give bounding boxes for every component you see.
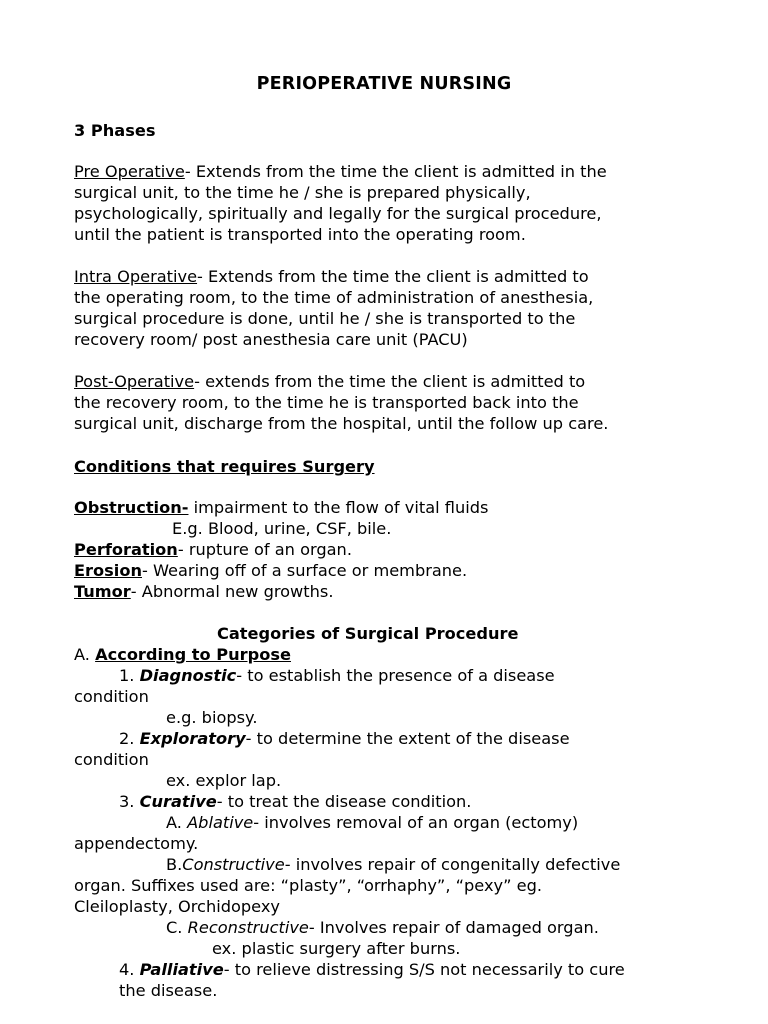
palliative-cont: the disease. [119, 981, 218, 1000]
diagnostic-line: 1. Diagnostic- to establish the presence of a disease [119, 666, 555, 685]
ablative-term: Ablative [187, 813, 254, 832]
diagnostic-term: Diagnostic [139, 666, 237, 685]
obstruction-line: Obstruction- impairment to the flow of vital fluids [74, 498, 489, 517]
according-to-purpose-line: A. According to Purpose [74, 645, 291, 664]
ablative-cont: appendectomy. [74, 834, 199, 853]
palliative-term: Palliative [139, 960, 224, 979]
diagnostic-cont: condition [74, 687, 149, 706]
perforation-line: Perforation- rupture of an organ. [74, 540, 352, 559]
pre-operative-line-2: surgical unit, to the time he / she is prepared physically, [74, 183, 531, 202]
pre-operative-line-3: psychologically, spiritually and legally for the surgical procedure, [74, 204, 602, 223]
erosion-term: Erosion [74, 561, 142, 580]
reconstructive-example: ex. plastic surgery after burns. [212, 939, 461, 958]
exploratory-line: 2. Exploratory- to determine the extent of the disease [119, 729, 570, 748]
categories-heading: Categories of Surgical Procedure [217, 624, 519, 643]
intra-operative-line-2: the operating room, to the time of administration of anesthesia, [74, 288, 594, 307]
post-operative-term: Post-Operative [74, 372, 195, 391]
constructive-cont-2: Cleiloplasty, Orchidopexy [74, 897, 280, 916]
post-operative-line-3: surgical unit, discharge from the hospital, until the follow up care. [74, 414, 609, 433]
constructive-line: B.Constructive- involves repair of congenitally defective [166, 855, 621, 874]
reconstructive-line: C. Reconstructive- Involves repair of damaged organ. [166, 918, 599, 937]
post-operative-line-2: the recovery room, to the time he is transported back into the [74, 393, 579, 412]
pre-operative-term: Pre Operative [74, 162, 185, 181]
obstruction-term: Obstruction- [74, 498, 189, 517]
exploratory-example: ex. explor lap. [166, 771, 282, 790]
perforation-term: Perforation [74, 540, 178, 559]
curative-term: Curative [139, 792, 217, 811]
page-title: PERIOPERATIVE NURSING [256, 74, 512, 94]
constructive-cont-1: organ. Suffixes used are: “plasty”, “orrhaphy”, “pexy” eg. [74, 876, 543, 895]
tumor-line: Tumor- Abnormal new growths. [74, 582, 334, 601]
exploratory-cont: condition [74, 750, 149, 769]
phases-heading: 3 Phases [74, 121, 156, 140]
obstruction-example: E.g. Blood, urine, CSF, bile. [172, 519, 392, 538]
intra-operative-line-3: surgical procedure is done, until he / she is transported to the [74, 309, 576, 328]
intra-operative-term: Intra Operative [74, 267, 198, 286]
diagnostic-example: e.g. biopsy. [166, 708, 258, 727]
tumor-term: Tumor [74, 582, 131, 601]
pre-operative-line-4: until the patient is transported into the operating room. [74, 225, 526, 244]
palliative-line: 4. Palliative- to relieve distressing S/S not necessarily to cure [119, 960, 625, 979]
post-operative-line-1: Post-Operative- extends from the time the client is admitted to [74, 372, 586, 391]
pre-operative-line-1: Pre Operative- Extends from the time the client is admitted in the [74, 162, 607, 181]
ablative-line: A. Ablative- involves removal of an organ (ectomy) [166, 813, 579, 832]
intra-operative-line-1: Intra Operative- Extends from the time the client is admitted to [74, 267, 589, 286]
according-to-purpose-label: According to Purpose [95, 645, 291, 664]
curative-line: 3. Curative- to treat the disease condition. [119, 792, 472, 811]
intra-operative-line-4: recovery room/ post anesthesia care unit (PACU) [74, 330, 468, 349]
conditions-heading: Conditions that requires Surgery [74, 457, 375, 476]
reconstructive-term: Reconstructive [187, 918, 309, 937]
constructive-term: Constructive [182, 855, 285, 874]
erosion-line: Erosion- Wearing off of a surface or membrane. [74, 561, 468, 580]
exploratory-term: Exploratory [139, 729, 246, 748]
